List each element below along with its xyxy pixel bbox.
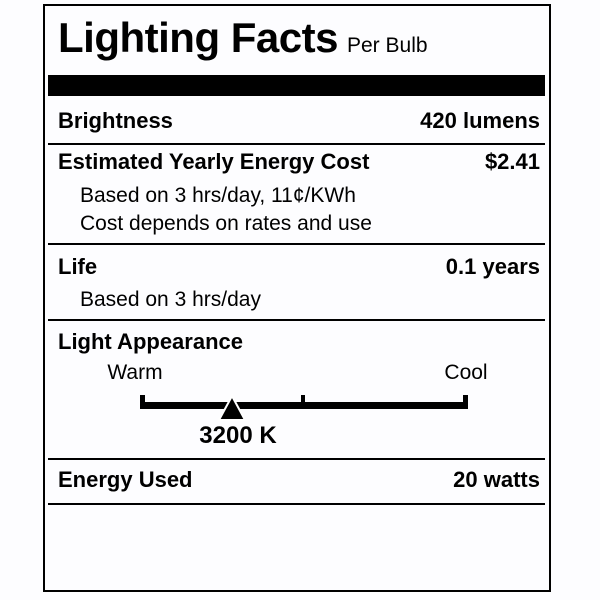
energy-cost-row xyxy=(45,147,549,177)
energy-cost-note-rates: Cost depends on rates and use xyxy=(80,212,372,235)
energy-cost-label: Estimated Yearly Energy Cost xyxy=(58,149,370,174)
energy-cost-notes xyxy=(45,182,549,238)
section-divider xyxy=(48,243,545,245)
label-title: Lighting Facts xyxy=(58,14,338,61)
label-header xyxy=(45,14,549,70)
energy-cost-value: $2.41 xyxy=(484,149,540,174)
life-value: 0.1 years xyxy=(445,254,540,279)
brightness-value: 420 lumens xyxy=(420,108,540,133)
life-label: Life xyxy=(58,254,98,279)
energy-used-value: 20 watts xyxy=(453,467,540,492)
warm-label: Warm xyxy=(107,361,163,384)
energy-used-row xyxy=(45,465,549,495)
section-divider xyxy=(48,503,545,505)
label-subtitle: Per Bulb xyxy=(347,34,428,57)
light-appearance-label: Light Appearance xyxy=(58,329,243,354)
energy-cost-note-basis: Based on 3 hrs/day, 11¢/KWh xyxy=(80,184,356,207)
light-appearance-scale xyxy=(45,357,549,457)
energy-used-label: Energy Used xyxy=(58,467,193,492)
header-separator-bar xyxy=(48,75,545,96)
life-notes xyxy=(45,286,549,314)
temperature-scale-graphic xyxy=(45,387,549,429)
kelvin-value: 3200 K xyxy=(199,422,277,449)
section-divider xyxy=(48,143,545,145)
scale-bar xyxy=(140,402,468,409)
life-row xyxy=(45,252,549,282)
life-note-basis: Based on 3 hrs/day xyxy=(80,288,261,311)
section-divider xyxy=(48,319,545,321)
section-divider xyxy=(48,458,545,460)
cool-label: Cool xyxy=(444,361,488,384)
light-appearance-row xyxy=(45,327,549,357)
brightness-row xyxy=(45,106,549,136)
lighting-facts-label xyxy=(43,4,551,592)
brightness-label: Brightness xyxy=(58,108,173,133)
